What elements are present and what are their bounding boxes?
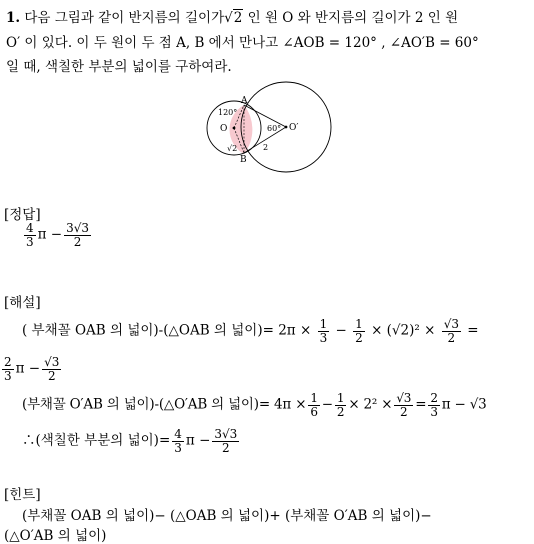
hint-line-2: (△O′AB 의 넓이) bbox=[4, 528, 107, 544]
label-O: O bbox=[220, 124, 228, 134]
problem-text-1a: 다음 그림과 같이 반지름의 길이가 bbox=[24, 10, 225, 26]
problem-text-1b: 인 원 O 와 반지름의 길이가 2 인 원 bbox=[243, 10, 459, 26]
sqrt-2: √2 bbox=[224, 10, 243, 26]
explanation-row-1-text: ( 부채꼴 OAB 의 넓이)-(△OAB 의 넓이)= 2π × bbox=[22, 322, 312, 339]
answer-header: [정답] bbox=[4, 207, 41, 223]
answer-fraction-2: $\frac{3√3}{2}$ bbox=[66, 221, 90, 249]
label-radius-O: √2 bbox=[227, 144, 238, 153]
frac-1-2: $\frac{1}{2}$ bbox=[355, 317, 363, 345]
problem-line-3: 일 때, 색칠한 부분의 넓이를 구하여라. bbox=[6, 59, 232, 75]
frac-4-3: $\frac{4}{3}$ bbox=[174, 427, 182, 455]
frac-1-6: $\frac{1}{6}$ bbox=[310, 391, 318, 419]
explanation-row-3 bbox=[22, 392, 487, 418]
frac-sqrt3-2b: $\frac{√3}{2}$ bbox=[44, 355, 60, 383]
pi-minus-2: π − bbox=[185, 432, 211, 449]
frac-2-3: $\frac{2}{3}$ bbox=[4, 355, 12, 383]
minus-2: − bbox=[321, 396, 333, 413]
problem-line-1 bbox=[6, 6, 458, 26]
explanation-row-3-text: (부채꼴 O′AB 의 넓이)-(△O′AB 의 넓이)= 4π × bbox=[22, 396, 307, 413]
equals: = bbox=[467, 322, 479, 339]
frac-1-3: $\frac{1}{3}$ bbox=[319, 317, 328, 345]
explanation-row-3-tail: × 2² × bbox=[348, 396, 393, 413]
geometry-figure bbox=[195, 80, 340, 175]
label-angle-O-prime: 60° bbox=[267, 124, 282, 133]
explanation-row-2 bbox=[0, 356, 63, 382]
frac-1-2b: $\frac{1}{2}$ bbox=[336, 391, 345, 419]
explanation-row-3-end: π − √3 bbox=[441, 396, 487, 413]
hint-line-1: (부채꼴 OAB 의 넓이)− (△OAB 의 넓이)+ (부채꼴 O′AB 의 넓이)− bbox=[22, 508, 432, 524]
label-angle-O: 120° bbox=[218, 108, 238, 117]
explanation-row-4-text: ∴(색칠한 부분의 넓이)= bbox=[22, 432, 171, 449]
frac-2-3b: $\frac{2}{3}$ bbox=[430, 391, 438, 419]
answer-pi: π − bbox=[37, 226, 63, 243]
problem-number: 1. bbox=[6, 10, 21, 26]
label-A: A bbox=[241, 96, 248, 106]
pi-minus: π − bbox=[15, 360, 41, 377]
label-B: B bbox=[240, 155, 247, 165]
explanation-row-1 bbox=[22, 318, 479, 344]
frac-sqrt3-2c: $\frac{√3}{2}$ bbox=[396, 391, 412, 419]
point-O bbox=[233, 127, 236, 130]
point-O-prime bbox=[285, 126, 288, 129]
problem-line-2: O′ 이 있다. 이 두 원이 두 점 A, B 에서 만나고 ∠AOB = 120° , ∠AO′B = 60° bbox=[6, 35, 479, 51]
label-radius-O-prime: 2 bbox=[263, 143, 269, 152]
explanation-row-1-tail: × (√2)² × bbox=[371, 322, 436, 339]
equals-2: = bbox=[415, 396, 427, 413]
minus: − bbox=[335, 322, 347, 339]
answer-expression bbox=[22, 222, 93, 248]
label-O-prime: O′ bbox=[289, 123, 299, 133]
hint-header: [힌트] bbox=[4, 487, 41, 503]
frac-sqrt3-2: $\frac{√3}{2}$ bbox=[443, 317, 459, 345]
explanation-row-4 bbox=[22, 428, 241, 454]
answer-fraction-1: $\frac{4}{3}$ bbox=[26, 221, 34, 249]
frac-3sqrt3-2: $\frac{3√3}{2}$ bbox=[214, 427, 238, 455]
explanation-header: [해설] bbox=[4, 295, 41, 311]
